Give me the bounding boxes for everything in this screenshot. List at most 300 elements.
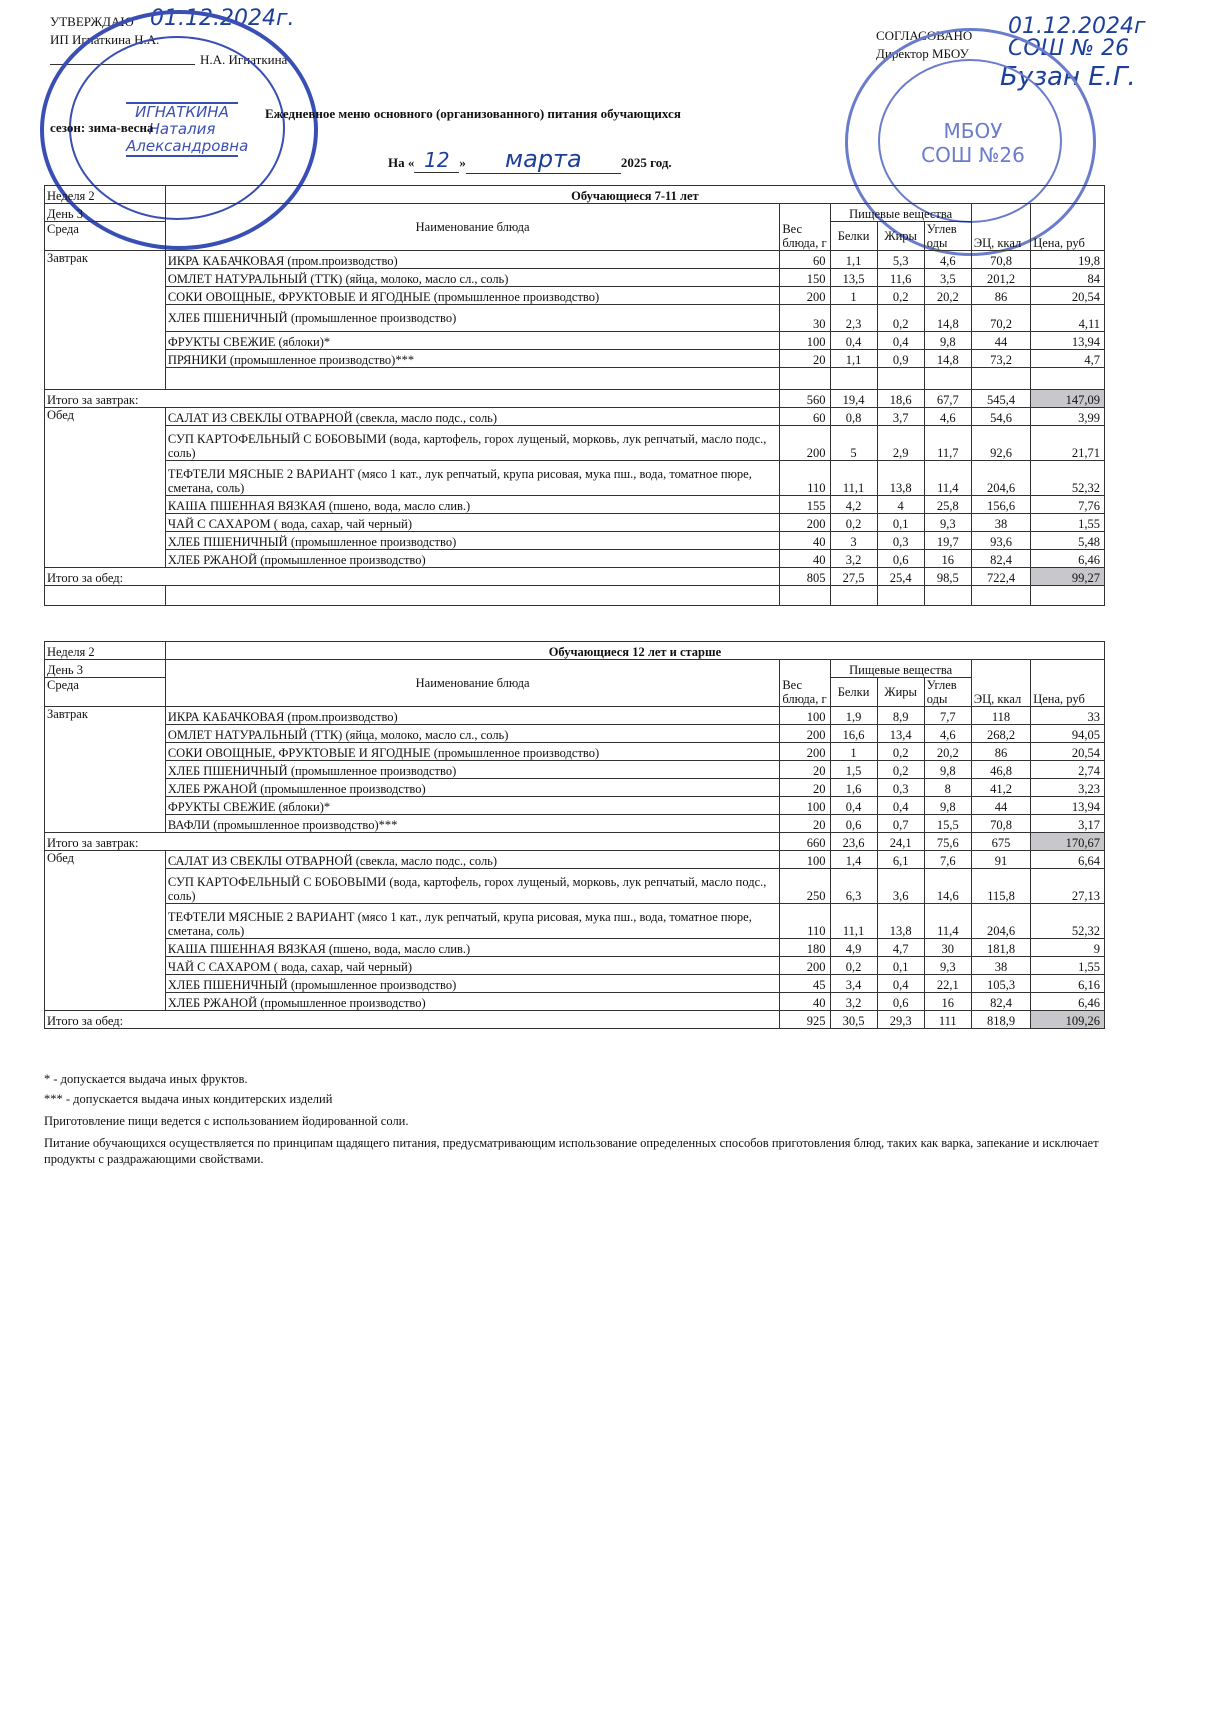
energy-value: 70,8: [971, 251, 1030, 269]
table-row-empty: [45, 586, 1105, 606]
fat-value: 0,2: [877, 287, 924, 305]
price-value: 94,05: [1031, 725, 1105, 743]
carbs-value: 25,8: [924, 496, 971, 514]
dish-name: ПРЯНИКИ (промышленное производство)***: [165, 350, 779, 368]
carbs-value: 16: [924, 550, 971, 568]
dish-name: СОКИ ОВОЩНЫЕ, ФРУКТОВЫЕ И ЯГОДНЫЕ (промышленное производство): [165, 743, 779, 761]
fat-value: 13,8: [877, 461, 924, 496]
total-price: 147,09: [1031, 390, 1105, 408]
empty-cell: [830, 368, 877, 390]
energy-value: 204,6: [971, 904, 1030, 939]
weight-value: 200: [780, 287, 830, 305]
right-stamp-school: СОШ №26: [921, 143, 1025, 167]
total-protein: 23,6: [830, 833, 877, 851]
price-value: 6,64: [1031, 851, 1105, 869]
empty-cell: [45, 586, 166, 606]
table-row: [45, 532, 1105, 550]
carbs-value: 14,8: [924, 305, 971, 332]
total-price: 99,27: [1031, 568, 1105, 586]
protein-value: 5: [830, 426, 877, 461]
price-value: 20,54: [1031, 743, 1105, 761]
energy-value: 73,2: [971, 350, 1030, 368]
price-value: 7,76: [1031, 496, 1105, 514]
empty-cell: [971, 368, 1030, 390]
col-energy: ЭЦ, ккал: [971, 204, 1030, 251]
protein-value: 0,2: [830, 514, 877, 532]
weight-value: 110: [780, 461, 830, 496]
weight-value: 200: [780, 957, 830, 975]
footnote: Приготовление пищи ведется с использованием йодированной соли.: [44, 1114, 409, 1128]
agree-date-handwritten: 01.12.2024г: [1008, 14, 1146, 39]
fat-value: 0,9: [877, 350, 924, 368]
carbs-value: 9,3: [924, 514, 971, 532]
protein-value: 0,8: [830, 408, 877, 426]
col-price: Цена, руб: [1031, 204, 1105, 251]
price-value: 13,94: [1031, 797, 1105, 815]
table-row: [45, 815, 1105, 833]
price-value: 4,7: [1031, 350, 1105, 368]
footnote: *** - допускается выдача иных кондитерских изделий: [44, 1092, 333, 1106]
total-fat: 29,3: [877, 1011, 924, 1029]
energy-value: 46,8: [971, 761, 1030, 779]
carbs-value: 7,6: [924, 851, 971, 869]
empty-cell: [1031, 368, 1105, 390]
energy-value: 44: [971, 332, 1030, 350]
total-energy: 818,9: [971, 1011, 1030, 1029]
total-carbs: 111: [924, 1011, 971, 1029]
total-energy: 675: [971, 833, 1030, 851]
dish-name: ОМЛЕТ НАТУРАЛЬНЫЙ (ТТК) (яйца, молоко, масло сл., соль): [165, 269, 779, 287]
col-weight: Вес блюда, г: [780, 660, 830, 707]
total-row: [45, 833, 1105, 851]
fat-value: 13,4: [877, 725, 924, 743]
price-value: 52,32: [1031, 461, 1105, 496]
table-header-row: [45, 186, 1105, 204]
protein-value: 2,3: [830, 305, 877, 332]
dish-name: ХЛЕБ ПШЕНИЧНЫЙ (промышленное производство): [165, 975, 779, 993]
empty-cell: [1031, 586, 1105, 606]
empty-cell: [877, 586, 924, 606]
total-fat: 25,4: [877, 568, 924, 586]
empty-cell: [924, 586, 971, 606]
empty-cell: [780, 368, 830, 390]
date-suffix: 2025 год.: [620, 155, 672, 170]
table-row: [45, 725, 1105, 743]
col-carbs: Углев оды: [924, 222, 971, 251]
total-energy: 545,4: [971, 390, 1030, 408]
fat-value: 5,3: [877, 251, 924, 269]
dish-name: ТЕФТЕЛИ МЯСНЫЕ 2 ВАРИАНТ (мясо 1 кат., лук репчатый, крупа рисовая, мука пш., вода, томатное пюре, сметана, соль): [165, 461, 779, 496]
week-label: Неделя 2: [45, 642, 166, 660]
dish-name: ХЛЕБ РЖАНОЙ (промышленное производство): [165, 550, 779, 568]
meal-breakfast: [45, 707, 1105, 851]
price-value: 13,94: [1031, 332, 1105, 350]
energy-value: 118: [971, 707, 1030, 725]
empty-cell: [165, 368, 779, 390]
table-row: [45, 975, 1105, 993]
carbs-value: 9,3: [924, 957, 971, 975]
price-value: 3,17: [1031, 815, 1105, 833]
fat-value: 2,9: [877, 426, 924, 461]
meal-lunch: [45, 408, 1105, 606]
dish-name: ХЛЕБ ПШЕНИЧНЫЙ (промышленное производство): [165, 532, 779, 550]
protein-value: 16,6: [830, 725, 877, 743]
protein-value: 1,1: [830, 251, 877, 269]
table-row: [45, 514, 1105, 532]
total-label: Итого за обед:: [45, 568, 780, 586]
protein-value: 3,2: [830, 550, 877, 568]
dish-name: ХЛЕБ ПШЕНИЧНЫЙ (промышленное производство): [165, 305, 779, 332]
price-value: 9: [1031, 939, 1105, 957]
total-protein: 30,5: [830, 1011, 877, 1029]
energy-value: 201,2: [971, 269, 1030, 287]
total-weight: 660: [780, 833, 830, 851]
empty-cell: [971, 586, 1030, 606]
table-row: [45, 779, 1105, 797]
carbs-value: 11,4: [924, 461, 971, 496]
col-fat: Жиры: [877, 222, 924, 251]
energy-value: 82,4: [971, 993, 1030, 1011]
carbs-value: 7,7: [924, 707, 971, 725]
dish-name: САЛАТ ИЗ СВЕКЛЫ ОТВАРНОЙ (свекла, масло подс., соль): [165, 851, 779, 869]
weight-value: 40: [780, 532, 830, 550]
price-value: 6,46: [1031, 550, 1105, 568]
dish-name: СУП КАРТОФЕЛЬНЫЙ С БОБОВЫМИ (вода, картофель, горох лущеный, морковь, лук репчатый, масло подс., соль): [165, 869, 779, 904]
meal-label: Обед: [45, 851, 166, 1011]
total-weight: 805: [780, 568, 830, 586]
price-value: 19,8: [1031, 251, 1105, 269]
weight-value: 200: [780, 725, 830, 743]
price-value: 5,48: [1031, 532, 1105, 550]
total-weight: 925: [780, 1011, 830, 1029]
empty-cell: [877, 368, 924, 390]
table-row: [45, 869, 1105, 904]
col-weight: Вес блюда, г: [780, 204, 830, 251]
total-carbs: 75,6: [924, 833, 971, 851]
col-dish: Наименование блюда: [165, 204, 779, 251]
table-row: [45, 251, 1105, 269]
date-mid: »: [459, 155, 466, 170]
carbs-value: 20,2: [924, 743, 971, 761]
energy-value: 44: [971, 797, 1030, 815]
protein-value: 0,6: [830, 815, 877, 833]
weight-value: 110: [780, 904, 830, 939]
fat-value: 4,7: [877, 939, 924, 957]
week-label: Неделя 2: [45, 186, 166, 204]
dish-name: ХЛЕБ РЖАНОЙ (промышленное производство): [165, 993, 779, 1011]
weight-value: 200: [780, 743, 830, 761]
protein-value: 1,9: [830, 707, 877, 725]
table-row: [45, 761, 1105, 779]
agree-name-handwritten: Бузан Е.Г.: [1000, 62, 1136, 92]
table-row: [45, 305, 1105, 332]
price-value: 52,32: [1031, 904, 1105, 939]
dish-name: КАША ПШЕННАЯ ВЯЗКАЯ (пшено, вода, масло слив.): [165, 939, 779, 957]
energy-value: 92,6: [971, 426, 1030, 461]
price-value: 1,55: [1031, 957, 1105, 975]
agree-position: Директор МБОУ: [876, 46, 969, 61]
date-day-handwritten: 12: [414, 148, 459, 173]
left-stamp-patronymic: Александровна: [126, 137, 249, 155]
col-dish: Наименование блюда: [165, 660, 779, 707]
dish-name: ХЛЕБ ПШЕНИЧНЫЙ (промышленное производство): [165, 761, 779, 779]
dish-name: ИКРА КАБАЧКОВАЯ (пром.производство): [165, 251, 779, 269]
weight-value: 60: [780, 251, 830, 269]
fat-value: 0,2: [877, 743, 924, 761]
dish-name: СУП КАРТОФЕЛЬНЫЙ С БОБОВЫМИ (вода, картофель, горох лущеный, морковь, лук репчатый, масло подс., соль): [165, 426, 779, 461]
carbs-value: 15,5: [924, 815, 971, 833]
total-row: [45, 1011, 1105, 1029]
fat-value: 8,9: [877, 707, 924, 725]
carbs-value: 8: [924, 779, 971, 797]
meal-breakfast: [45, 251, 1105, 408]
weight-value: 100: [780, 797, 830, 815]
price-value: 3,99: [1031, 408, 1105, 426]
fat-value: 0,2: [877, 305, 924, 332]
carbs-value: 14,6: [924, 869, 971, 904]
protein-value: 3,2: [830, 993, 877, 1011]
fat-value: 0,6: [877, 550, 924, 568]
protein-value: 1,4: [830, 851, 877, 869]
carbs-value: 11,4: [924, 904, 971, 939]
weight-value: 200: [780, 426, 830, 461]
total-label: Итого за завтрак:: [45, 833, 780, 851]
table-row: [45, 496, 1105, 514]
dish-name: СОКИ ОВОЩНЫЕ, ФРУКТОВЫЕ И ЯГОДНЫЕ (промышленное производство): [165, 287, 779, 305]
table-row: [45, 408, 1105, 426]
weight-value: 200: [780, 514, 830, 532]
weight-value: 20: [780, 815, 830, 833]
total-price: 170,67: [1031, 833, 1105, 851]
protein-value: 0,2: [830, 957, 877, 975]
energy-value: 204,6: [971, 461, 1030, 496]
meal-label: Завтрак: [45, 251, 166, 390]
dish-name: САЛАТ ИЗ СВЕКЛЫ ОТВАРНОЙ (свекла, масло подс., соль): [165, 408, 779, 426]
total-row: [45, 568, 1105, 586]
weight-value: 20: [780, 761, 830, 779]
fat-value: 0,4: [877, 975, 924, 993]
price-value: 84: [1031, 269, 1105, 287]
weight-value: 100: [780, 707, 830, 725]
protein-value: 3: [830, 532, 877, 550]
energy-value: 86: [971, 287, 1030, 305]
energy-value: 91: [971, 851, 1030, 869]
table-row-empty: [45, 368, 1105, 390]
carbs-value: 9,8: [924, 332, 971, 350]
total-row: [45, 390, 1105, 408]
table-row: [45, 957, 1105, 975]
weight-value: 100: [780, 851, 830, 869]
meal-lunch: [45, 851, 1105, 1029]
table-header-row: [45, 660, 1105, 678]
weight-value: 40: [780, 993, 830, 1011]
energy-value: 115,8: [971, 869, 1030, 904]
agree-label: СОГЛАСОВАНО: [876, 28, 973, 43]
table-row: [45, 550, 1105, 568]
protein-value: 11,1: [830, 904, 877, 939]
table-row: [45, 939, 1105, 957]
empty-cell: [165, 586, 779, 606]
protein-value: 6,3: [830, 869, 877, 904]
carbs-value: 22,1: [924, 975, 971, 993]
energy-value: 181,8: [971, 939, 1030, 957]
carbs-value: 9,8: [924, 797, 971, 815]
price-value: 21,71: [1031, 426, 1105, 461]
total-fat: 18,6: [877, 390, 924, 408]
weekday-label: Среда: [45, 222, 166, 251]
energy-value: 268,2: [971, 725, 1030, 743]
fat-value: 0,4: [877, 797, 924, 815]
fat-value: 0,2: [877, 761, 924, 779]
protein-value: 1: [830, 287, 877, 305]
group-label: Обучающиеся 12 лет и старше: [165, 642, 1104, 660]
total-energy: 722,4: [971, 568, 1030, 586]
date-line: [388, 145, 672, 174]
price-value: 2,74: [1031, 761, 1105, 779]
total-protein: 19,4: [830, 390, 877, 408]
total-carbs: 98,5: [924, 568, 971, 586]
weight-value: 45: [780, 975, 830, 993]
date-prefix: На «: [388, 155, 415, 170]
protein-value: 4,2: [830, 496, 877, 514]
weekday-label: Среда: [45, 678, 166, 707]
agree-school-handwritten: СОШ № 26: [1008, 36, 1130, 61]
fat-value: 0,7: [877, 815, 924, 833]
fat-value: 13,8: [877, 904, 924, 939]
dish-name: ФРУКТЫ СВЕЖИЕ (яблоки)*: [165, 797, 779, 815]
weight-value: 155: [780, 496, 830, 514]
fat-value: 6,1: [877, 851, 924, 869]
footnotes: [44, 1071, 1104, 1167]
energy-value: 54,6: [971, 408, 1030, 426]
fat-value: 0,6: [877, 993, 924, 1011]
total-carbs: 67,7: [924, 390, 971, 408]
carbs-value: 20,2: [924, 287, 971, 305]
energy-value: 38: [971, 957, 1030, 975]
table-row: [45, 851, 1105, 869]
protein-value: 4,9: [830, 939, 877, 957]
table-row: [45, 426, 1105, 461]
empty-cell: [924, 368, 971, 390]
day-label: День 3: [45, 660, 166, 678]
dish-name: ЧАЙ С САХАРОМ ( вода, сахар, чай черный): [165, 514, 779, 532]
dish-name: ОМЛЕТ НАТУРАЛЬНЫЙ (ТТК) (яйца, молоко, масло сл., соль): [165, 725, 779, 743]
footnote: * - допускается выдача иных фруктов.: [44, 1072, 248, 1086]
right-stamp-center: [918, 119, 1028, 167]
protein-value: 1,5: [830, 761, 877, 779]
col-protein: Белки: [830, 222, 877, 251]
day-label: День 3: [45, 204, 166, 222]
right-stamp-org: МБОУ: [943, 119, 1003, 143]
table-row: [45, 287, 1105, 305]
price-value: 20,54: [1031, 287, 1105, 305]
table-row: [45, 797, 1105, 815]
fat-value: 0,3: [877, 532, 924, 550]
table-row: [45, 332, 1105, 350]
price-value: 4,11: [1031, 305, 1105, 332]
carbs-value: 3,5: [924, 269, 971, 287]
dish-name: ЧАЙ С САХАРОМ ( вода, сахар, чай черный): [165, 957, 779, 975]
fat-value: 3,6: [877, 869, 924, 904]
carbs-value: 9,8: [924, 761, 971, 779]
col-fat: Жиры: [877, 678, 924, 707]
weight-value: 100: [780, 332, 830, 350]
table-row: [45, 993, 1105, 1011]
meal-label: Завтрак: [45, 707, 166, 833]
fat-value: 4: [877, 496, 924, 514]
energy-value: 105,3: [971, 975, 1030, 993]
table-header-row: [45, 642, 1105, 660]
total-label: Итого за обед:: [45, 1011, 780, 1029]
weight-value: 30: [780, 305, 830, 332]
table-row: [45, 743, 1105, 761]
weight-value: 20: [780, 779, 830, 797]
dish-name: ХЛЕБ РЖАНОЙ (промышленное производство): [165, 779, 779, 797]
approve-date-handwritten: 01.12.2024г.: [150, 6, 295, 31]
table-row: [45, 904, 1105, 939]
approve-sign-name: Н.А. Игнаткина: [200, 52, 288, 67]
weight-value: 150: [780, 269, 830, 287]
season: сезон: зима-весна: [50, 120, 154, 135]
dish-name: КАША ПШЕННАЯ ВЯЗКАЯ (пшено, вода, масло слив.): [165, 496, 779, 514]
dish-name: ТЕФТЕЛИ МЯСНЫЕ 2 ВАРИАНТ (мясо 1 кат., лук репчатый, крупа рисовая, мука пш., вода, томатное пюре, сметана, соль): [165, 904, 779, 939]
weight-value: 180: [780, 939, 830, 957]
total-weight: 560: [780, 390, 830, 408]
protein-value: 0,4: [830, 797, 877, 815]
energy-value: 93,6: [971, 532, 1030, 550]
weight-value: 250: [780, 869, 830, 904]
total-price: 109,26: [1031, 1011, 1105, 1029]
footnote: Питание обучающихся осуществляется по принципам щадящего питания, предусматривающим использование определенных способов приготовления блюд, таких как варка, запекание и исключает продукты с раздражающими свойствами.: [44, 1136, 1099, 1166]
carbs-value: 19,7: [924, 532, 971, 550]
left-stamp-name: ИГНАТКИНА: [135, 103, 229, 121]
carbs-value: 30: [924, 939, 971, 957]
weight-value: 40: [780, 550, 830, 568]
price-value: 1,55: [1031, 514, 1105, 532]
dish-name: ИКРА КАБАЧКОВАЯ (пром.производство): [165, 707, 779, 725]
table-row: [45, 350, 1105, 368]
table-row: [45, 461, 1105, 496]
protein-value: 1: [830, 743, 877, 761]
col-carbs: Углев оды: [924, 678, 971, 707]
protein-value: 3,4: [830, 975, 877, 993]
col-price: Цена, руб: [1031, 660, 1105, 707]
table-row: [45, 269, 1105, 287]
page-title: Ежедневное меню основного (организованного) питания обучающихся: [265, 106, 681, 121]
price-value: 6,46: [1031, 993, 1105, 1011]
approve-label: УТВЕРЖДАЮ: [50, 14, 134, 29]
energy-value: 156,6: [971, 496, 1030, 514]
protein-value: 11,1: [830, 461, 877, 496]
fat-value: 3,7: [877, 408, 924, 426]
left-stamp-first-name: Наталия: [148, 120, 216, 138]
protein-value: 1,1: [830, 350, 877, 368]
meal-label: Обед: [45, 408, 166, 568]
energy-value: 70,2: [971, 305, 1030, 332]
energy-value: 38: [971, 514, 1030, 532]
carbs-value: 14,8: [924, 350, 971, 368]
carbs-value: 11,7: [924, 426, 971, 461]
weight-value: 20: [780, 350, 830, 368]
col-nutrients: Пищевые вещества: [830, 204, 971, 222]
empty-cell: [780, 586, 830, 606]
carbs-value: 16: [924, 993, 971, 1011]
fat-value: 0,3: [877, 779, 924, 797]
col-nutrients: Пищевые вещества: [830, 660, 971, 678]
approve-org: ИП Игнаткина Н.А.: [50, 32, 160, 47]
empty-cell: [830, 586, 877, 606]
carbs-value: 4,6: [924, 725, 971, 743]
